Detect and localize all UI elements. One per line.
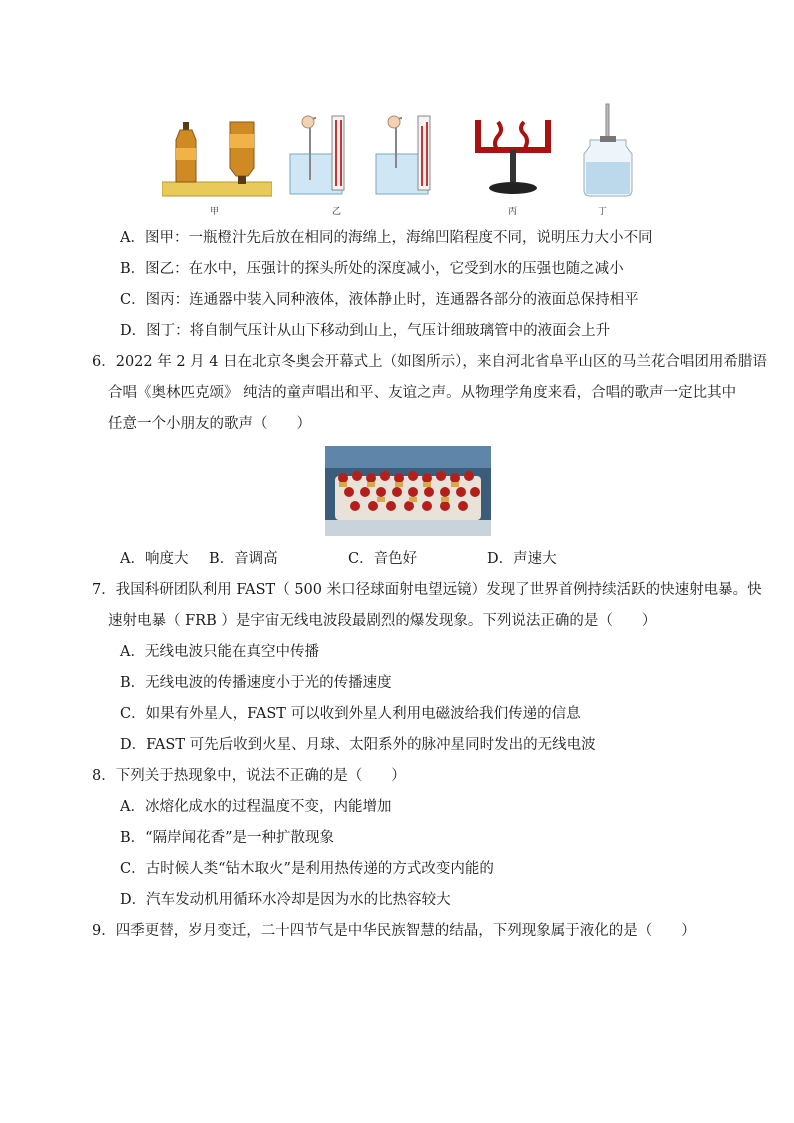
q6-stem-line-2: 合唱《奥林匹克颂》 纯洁的童声唱出和平、友谊之声。从物理学角度来看，合唱的歌声一定比其中 <box>108 385 737 401</box>
q6-stem-line-1: 6．2022 年 2 月 4 日在北京冬奥会开幕式上（如图所示），来自河北省阜平山区的马兰花合唱团用希腊语 <box>92 354 767 370</box>
q7-option-b: B．无线电波的传播速度小于光的传播速度 <box>120 675 392 691</box>
q5-option-b: B．图乙：在水中，压强计的探头所处的深度减小，它受到水的压强也随之减小 <box>120 261 624 277</box>
q7-stem-line-1: 7．我国科研团队利用 FAST（ 500 米口径球面射电望远镜）发现了世界首例持续活跃的快速射电暴。快 <box>92 582 762 598</box>
figure-yi-pressure-gauges <box>280 100 460 218</box>
q5-option-c: C．图丙：连通器中装入同种液体，液体静止时，连通器各部分的液面总保持相平 <box>120 292 639 308</box>
q8-stem: 8．下列关于热现象中，说法不正确的是（ ） <box>92 768 406 784</box>
q8-option-b: B．“隔岸闻花香”是一种扩散现象 <box>120 830 334 846</box>
figure-bing-connected-vessels <box>468 100 558 218</box>
q6-option-c: C．音色好 <box>348 551 418 567</box>
q7-option-d: D．FAST 可先后收到火星、月球、太阳系外的脉冲星同时发出的无线电波 <box>120 737 596 753</box>
q6-option-b: B．音调高 <box>209 551 278 567</box>
choir-photo <box>325 446 491 536</box>
figure-label-yi: 乙 <box>332 207 342 217</box>
q5-figures <box>150 100 650 218</box>
q7-option-a: A．无线电波只能在真空中传播 <box>120 644 319 660</box>
q6-stem-line-3: 任意一个小朋友的歌声（ ） <box>108 416 311 432</box>
q7-stem-line-2: 速射电暴（ FRB ）是宇宙无线电波段最剧烈的爆发现象。下列说法正确的是（ ） <box>108 613 657 629</box>
figure-jia-bottles-on-sponge <box>162 100 272 218</box>
q6-option-d: D．声速大 <box>487 551 557 567</box>
q9-stem: 9．四季更替，岁月变迁，二十四节气是中华民族智慧的结晶，下列现象属于液化的是（ ） <box>92 923 696 939</box>
q7-option-c: C．如果有外星人，FAST 可以收到外星人利用电磁波给我们传递的信息 <box>120 706 581 722</box>
q5-option-d: D．图丁：将自制气压计从山下移动到山上，气压计细玻璃管中的液面会上升 <box>120 323 611 339</box>
q8-option-a: A．冰熔化成水的过程温度不变，内能增加 <box>120 799 392 815</box>
figure-label-ding: 丁 <box>598 207 608 217</box>
figure-label-jia: 甲 <box>210 207 220 217</box>
q6-option-a: A．响度大 <box>120 551 189 567</box>
figure-ding-homemade-barometer <box>578 100 638 218</box>
figure-label-bing: 丙 <box>508 207 518 217</box>
q8-option-d: D．汽车发动机用循环水冷却是因为水的比热容较大 <box>120 892 451 908</box>
q8-option-c: C．古时候人类“钻木取火”是利用热传递的方式改变内能的 <box>120 861 494 877</box>
q5-option-a: A．图甲：一瓶橙汁先后放在相同的海绵上，海绵凹陷程度不同，说明压力大小不同 <box>120 230 653 246</box>
